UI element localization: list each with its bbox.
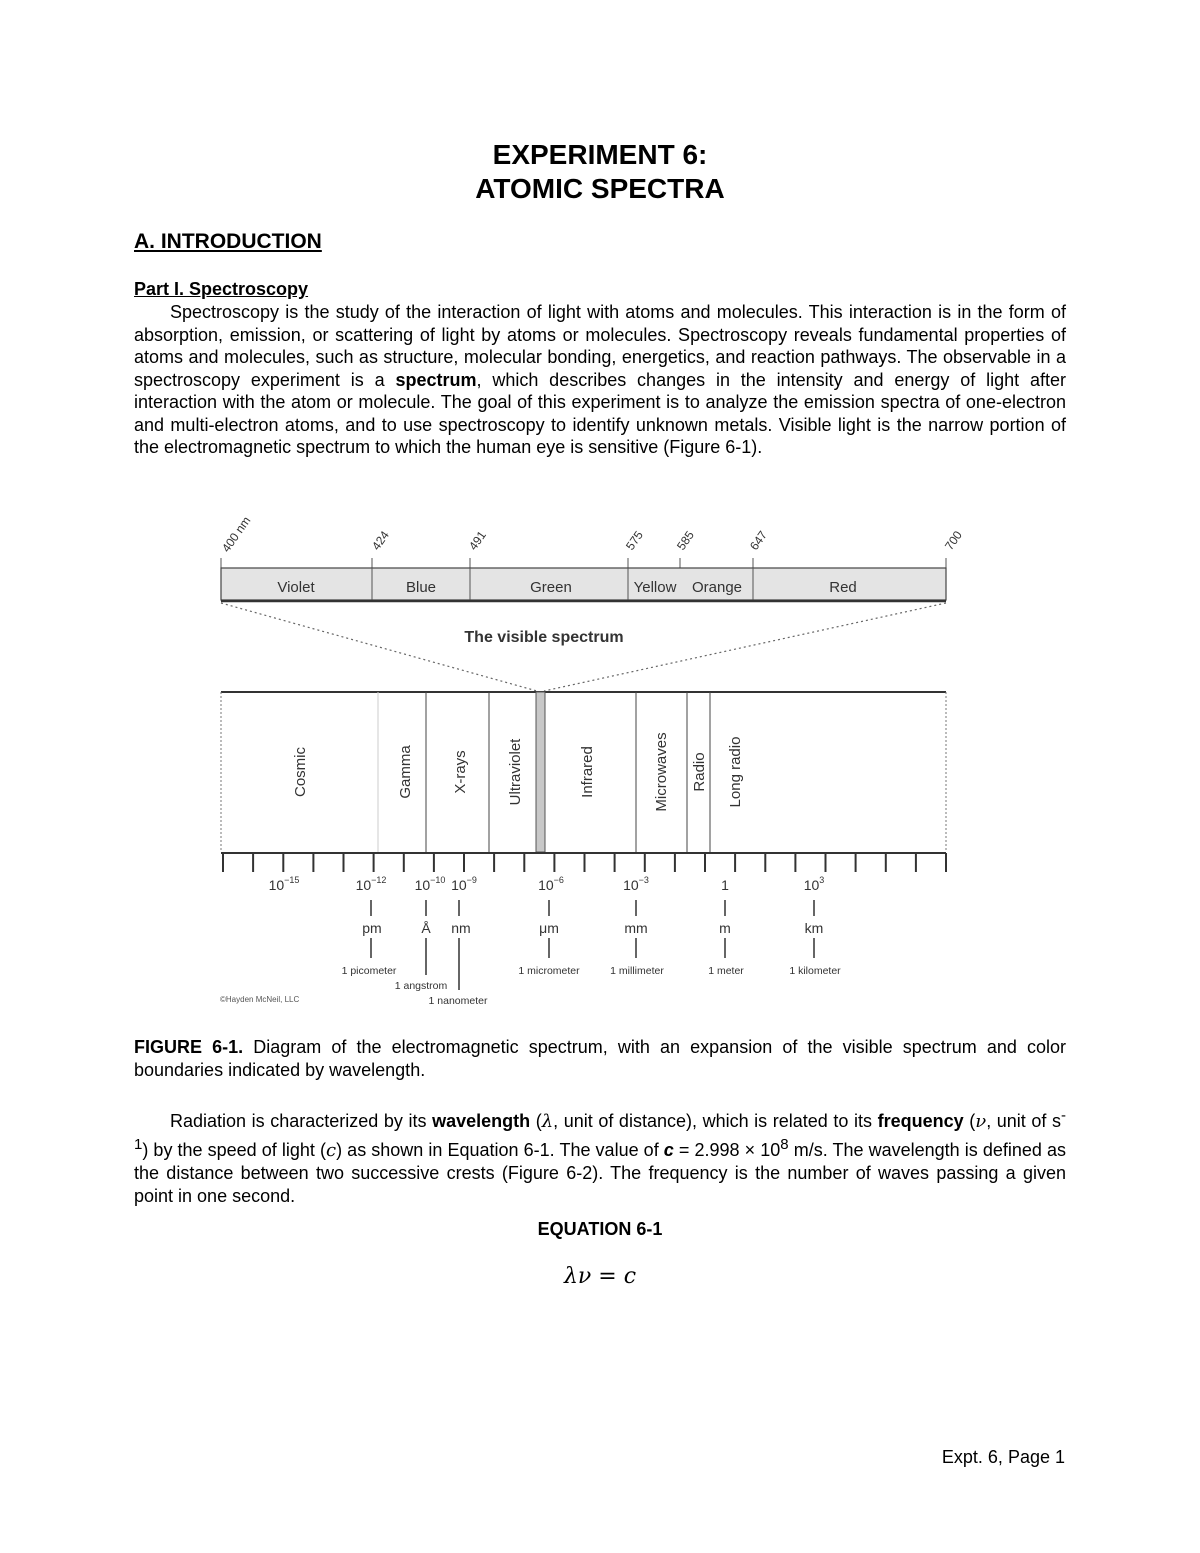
para1-bold-term: spectrum (395, 369, 477, 390)
unit-name-micrometer: 1 micrometer (518, 965, 580, 977)
para2-text: , unit of distance), which is related to its (553, 1111, 878, 1131)
scale-power-5: $10^{-6}$ (538, 875, 564, 893)
unit-symbol-pm: pm (362, 920, 382, 936)
figure-caption-text: Diagram of the electromagnetic spectrum, with an expansion of the visible spectrum and color boundaries indicated by wavelength. (134, 1037, 1066, 1080)
region-label-radio: Radio (691, 752, 708, 792)
visible-spectrum-title: The visible spectrum (464, 629, 624, 646)
unit-name-meter: 1 meter (708, 965, 744, 977)
scale-power-2: $10^{-12}$ (355, 875, 387, 893)
term-c: c (663, 1139, 674, 1160)
scale-power-4: $10^{-9}$ (451, 875, 477, 893)
para2-text: Radiation is characterized by its (170, 1111, 433, 1131)
part-heading: Part I. Spectroscopy (134, 279, 309, 299)
term-wavelength: wavelength (432, 1111, 531, 1131)
para2-text: ) by the speed of light ( (142, 1139, 326, 1160)
unit-symbol-m: m (719, 920, 731, 936)
wavelength-label-491: 491 (465, 528, 489, 553)
wavelength-label-424: 424 (368, 528, 392, 553)
para2-text: = 2.998 × 10 (673, 1139, 781, 1160)
symbol-lambda: λ (541, 1111, 554, 1132)
band-label-violet: Violet (277, 579, 315, 596)
term-frequency: frequency (877, 1111, 964, 1131)
equation (0, 1264, 1200, 1289)
region-label-xrays: X-rays (452, 750, 469, 794)
unit-symbol-um: μm (539, 920, 559, 936)
document-title-line2: ATOMIC SPECTRA (475, 173, 725, 204)
unit-symbol-mm: mm (624, 920, 648, 936)
wavelength-label-647: 647 (746, 528, 770, 553)
unit-symbol-km: km (804, 920, 824, 936)
page-footer: Expt. 6, Page 1 (941, 1447, 1065, 1467)
para2-text: ( (530, 1111, 542, 1131)
para1-text-a: Spectroscopy is the study of the interaction of light with atoms and molecules. This interaction is in the form of absorption, emission, or scattering of light by atoms or molecules. Spectroscopy reveals fundamental properties of atoms and molecules, such as structure, molecular bonding, energetics, and reaction pathways. The observable in a spectroscopy experiment is a (134, 302, 1066, 390)
equation-label: EQUATION 6-1 (537, 1219, 663, 1239)
para2-text: ) as shown in Equation 6-1. The value of (336, 1139, 664, 1160)
region-label-gamma: Gamma (397, 745, 414, 799)
para1-text-b: , which describes changes in the intensity and energy of light after interaction with the atom or molecule. The goal of this experiment is to analyze the emission spectra of one-electron and multi-electron atoms, and to use spectroscopy to identify unknown metals. Visible light is the narrow portion of the electromagnetic spectrum to which the human eye is sensitive (Figure 6-1). (134, 369, 1066, 457)
superscript-minus-one: -1 (134, 1107, 1066, 1153)
wavelength-label-700: 700 (941, 528, 965, 553)
para2-text: ( (963, 1111, 976, 1131)
visible-region-strip (536, 692, 545, 852)
unit-name-angstrom: 1 angstrom (394, 980, 448, 992)
section-heading: A. INTRODUCTION (134, 230, 322, 253)
wavelength-label-585: 585 (673, 528, 697, 553)
scale-power-1: $10^{-15}$ (268, 875, 300, 893)
radiation-paragraph (134, 1105, 1066, 1207)
figure-caption (134, 1036, 1066, 1081)
scale-power-6: $10^{-3}$ (623, 875, 649, 893)
document-title-line1: EXPERIMENT 6: (492, 139, 708, 170)
region-label-long-radio: Long radio (727, 736, 744, 808)
symbol-c: c (326, 1139, 337, 1161)
figure-copyright: ©Hayden McNeil, LLC (220, 995, 300, 1004)
unit-name-nanometer: 1 nanometer (428, 995, 488, 1007)
unit-symbol-nm: nm (451, 920, 471, 936)
unit-name-millimeter: 1 millimeter (610, 965, 664, 977)
equation-text: λν = c (563, 1264, 637, 1289)
em-spectrum-figure (0, 495, 1200, 1015)
band-label-yellow: Yellow (633, 579, 677, 596)
band-label-blue: Blue (405, 579, 437, 596)
region-label-cosmic: Cosmic (292, 746, 309, 798)
region-label-ultraviolet: Ultraviolet (507, 738, 524, 806)
region-label-microwaves: Microwaves (653, 732, 670, 812)
figure-caption-label: FIGURE 6-1. (134, 1037, 244, 1057)
band-label-green: Green (530, 579, 572, 596)
unit-name-kilometer: 1 kilometer (789, 965, 841, 977)
para2-text: m/s. The wavelength is defined as the distance between two successive crests (Figure 6-2). The frequency is the number of waves passing a given point in one second. (134, 1139, 1066, 1206)
band-label-orange: Orange (691, 579, 743, 596)
wavelength-label-400: 400 nm (218, 513, 254, 555)
symbol-nu: ν (975, 1111, 987, 1132)
expansion-line-right (544, 603, 946, 691)
unit-symbol-angstrom: Å (421, 920, 431, 936)
band-label-red: Red (829, 579, 857, 596)
scale-ticks (223, 853, 946, 872)
intro-paragraph (134, 301, 1066, 459)
expansion-line-left (221, 603, 537, 691)
region-label-infrared: Infrared (579, 746, 596, 798)
unit-name-picometer: 1 picometer (341, 965, 397, 977)
scale-power-3: $10^{-10}$ (414, 875, 446, 893)
scale-power-7: 1 (721, 877, 729, 893)
para2-text: , unit of s (986, 1111, 1061, 1131)
superscript-eight: 8 (780, 1135, 789, 1153)
scale-power-8: $10^3$ (803, 875, 825, 893)
wavelength-label-575: 575 (622, 528, 646, 553)
